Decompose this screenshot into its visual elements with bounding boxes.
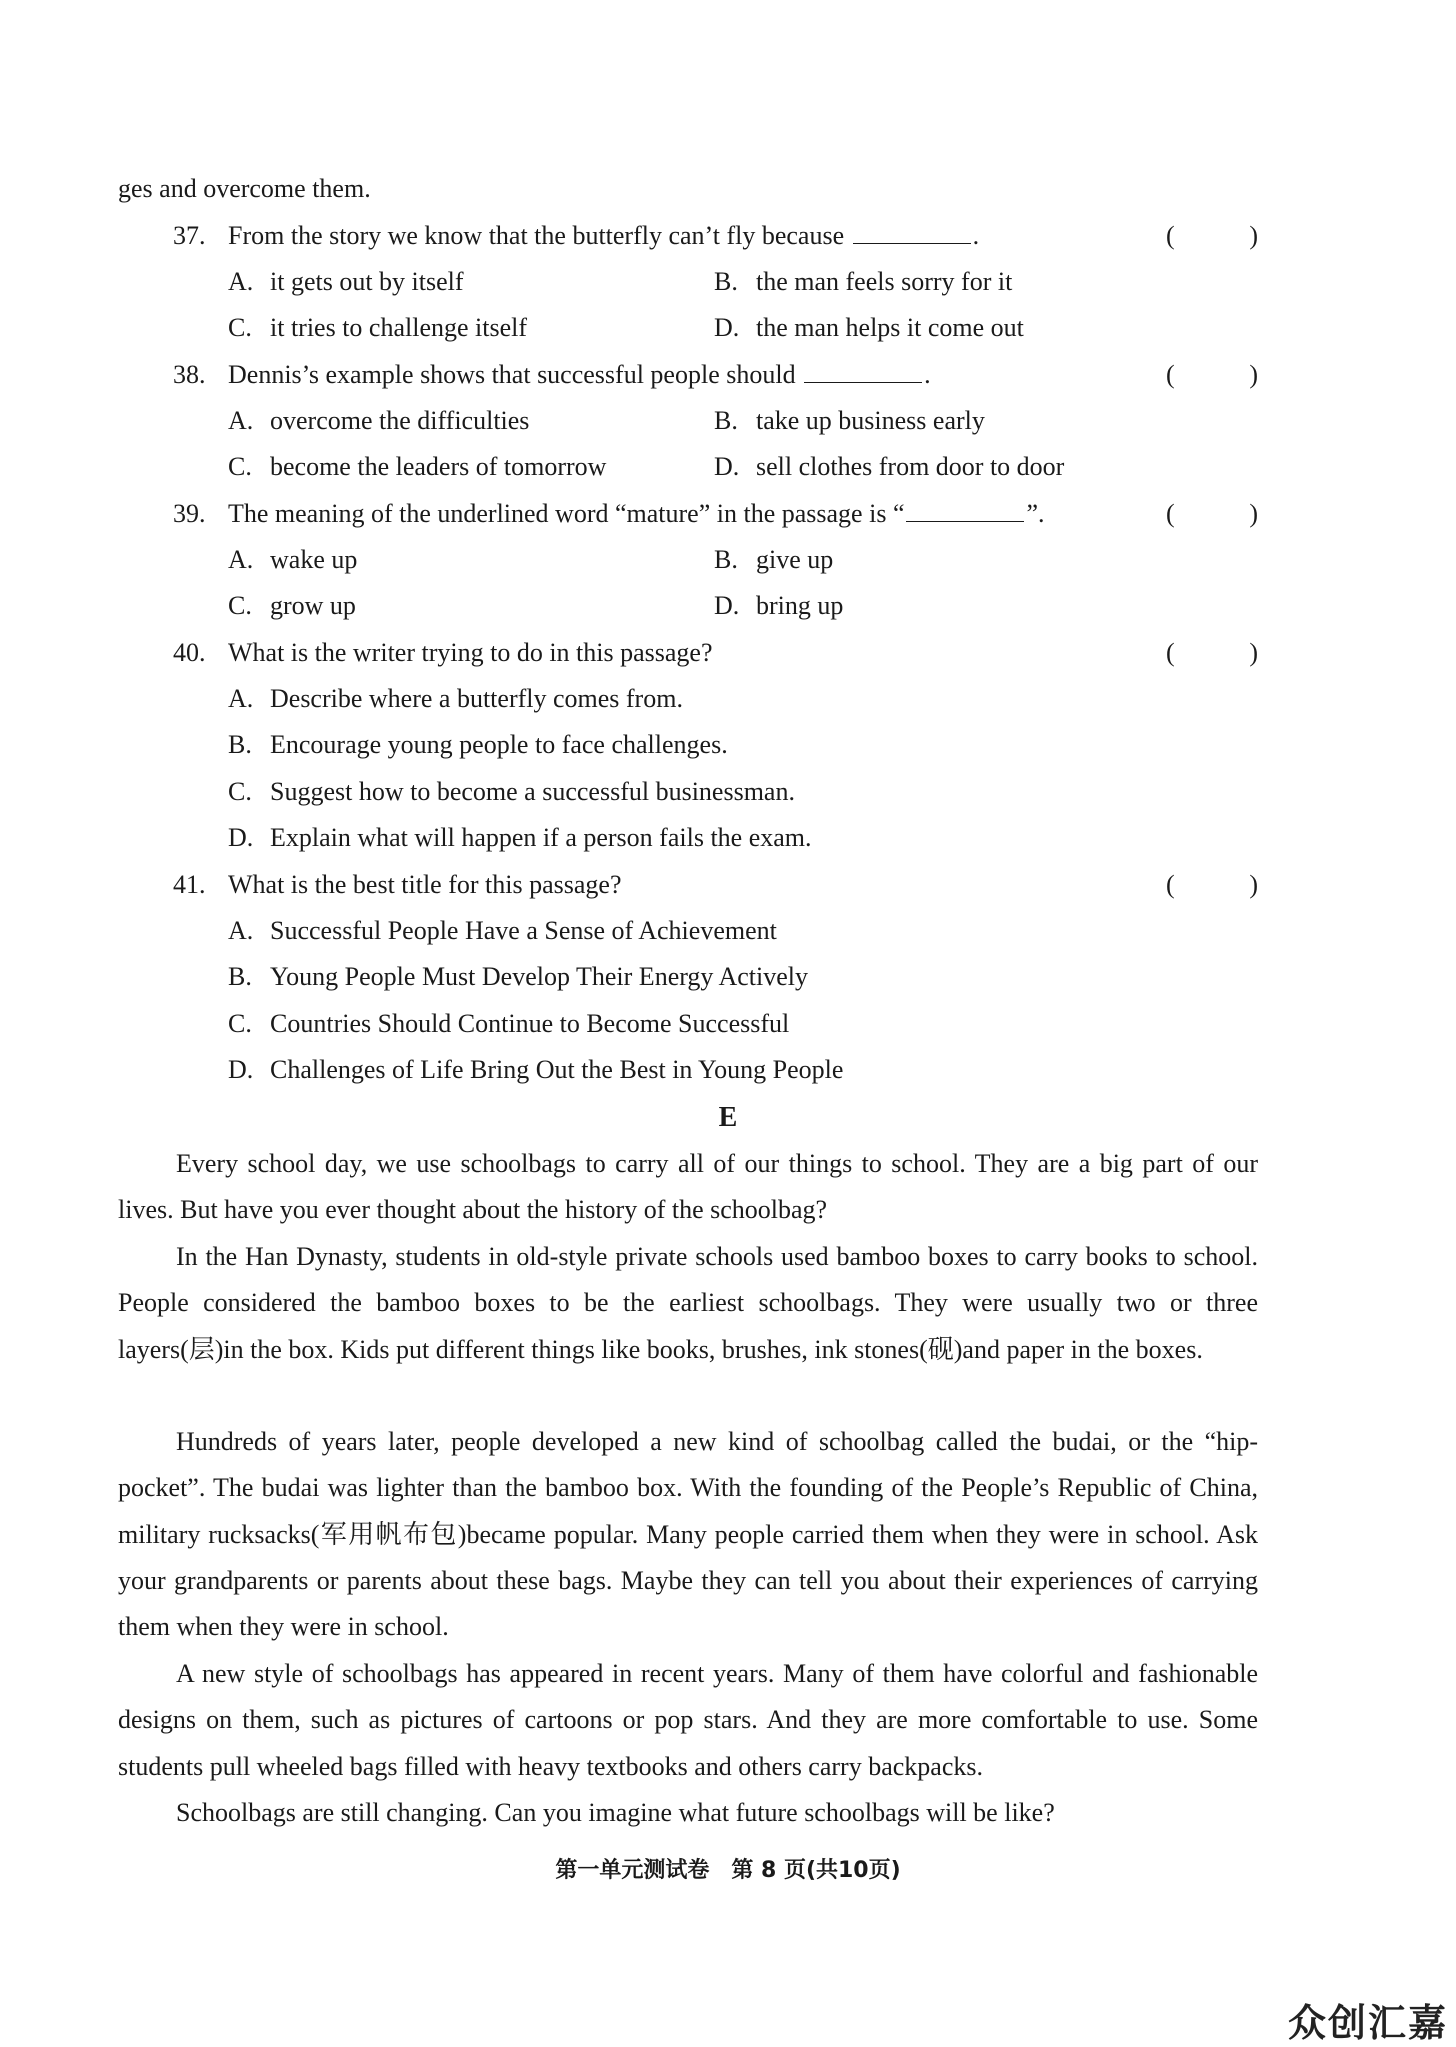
continuation-line <box>118 166 1258 212</box>
option-d: D. bring up <box>714 591 844 620</box>
option-c: C. Countries Should Continue to Become Successful <box>228 1009 790 1038</box>
question-stem: Dennis’s example shows that successful people should . <box>228 352 931 398</box>
options-row <box>118 583 1258 629</box>
option-row <box>118 1001 1258 1047</box>
question-40: 40. What is the writer trying to do in this passage? ( ) <box>118 630 1258 676</box>
option-row <box>118 1047 1258 1093</box>
answer-blank[interactable] <box>853 213 971 244</box>
question-number: 38. <box>173 360 206 389</box>
question-stem: What is the best title for this passage? <box>228 870 622 899</box>
option-c: C. it tries to challenge itself <box>228 313 528 342</box>
question-39: 39. The meaning of the underlined word “mature” in the passage is “ ”. ( ) <box>118 491 1258 537</box>
question-number: 41. <box>173 870 206 899</box>
option-b: B. take up business early <box>714 406 985 435</box>
question-41: 41. What is the best title for this passage? ( ) <box>118 862 1258 908</box>
option-d: D. the man helps it come out <box>714 313 1024 342</box>
option-row <box>118 908 1258 954</box>
option-row <box>118 676 1258 722</box>
continuation-text: ges and overcome them. <box>118 174 371 203</box>
option-c: C. Suggest how to become a successful businessman. <box>228 777 795 806</box>
watermark-logo: 众创汇嘉 <box>1287 2001 1448 2045</box>
option-d: D. Explain what will happen if a person fails the exam. <box>228 823 812 852</box>
question-number: 39. <box>173 499 206 528</box>
option-d: D. sell clothes from door to door <box>714 452 1065 481</box>
paragraph-5: Schoolbags are still changing. Can you imagine what future schoolbags will be like? <box>176 1798 1055 1827</box>
answer-blank[interactable] <box>804 352 922 383</box>
question-number: 37. <box>173 221 206 250</box>
option-c: C. grow up <box>228 591 356 620</box>
option-b: B. Encourage young people to face challenges. <box>228 730 728 759</box>
question-stem: The meaning of the underlined word “mature” in the passage is “ ”. <box>228 491 1045 537</box>
option-b: B. give up <box>714 545 834 574</box>
question-stem: From the story we know that the butterfly can’t fly because . <box>228 213 979 259</box>
option-b: B. Young People Must Develop Their Energy Actively <box>228 962 809 991</box>
options-row <box>118 259 1258 305</box>
option-c: C. become the leaders of tomorrow <box>228 452 607 481</box>
question-number: 40. <box>173 638 206 667</box>
paragraph-1: Every school day, we use schoolbags to carry all of our things to school. They are a big part of our lives. But have you ever thought about the history of the schoolbag? <box>118 1149 1258 1225</box>
page-footer: 第一单元测试卷 第 8 页(共10页) <box>555 1858 901 1883</box>
question-38: 38. Dennis’s example shows that successful people should . ( ) <box>118 352 1258 398</box>
paragraph-3: Hundreds of years later, people developed a new kind of schoolbag called the budai, or the “hip-pocket”. The budai was lighter than the bamboo box. With the founding of the People’s Republic of China, military rucksacks(军用帆布包)became popular. Many people carried them when they were in school. Ask your grandparents or parents about these bags. Maybe they can tell you about their experiences of carrying them when they were in school. <box>118 1427 1258 1642</box>
options-row <box>118 444 1258 490</box>
options-row <box>118 398 1258 444</box>
option-row <box>118 722 1258 768</box>
answer-blank[interactable] <box>906 491 1024 522</box>
question-37: 37. From the story we know that the butterfly can’t fly because . ( ) <box>118 213 1258 259</box>
paragraph-2: In the Han Dynasty, students in old-style private schools used bamboo boxes to carry books to school. People considered the bamboo boxes to be the earliest schoolbags. They were usually two or three layers(层)in the box. Kids put different things like books, brushes, ink stones(砚)and paper in the boxes. <box>118 1242 1258 1364</box>
option-a: A. wake up <box>228 545 358 574</box>
question-stem: What is the writer trying to do in this passage? <box>228 638 713 667</box>
options-row <box>118 305 1258 351</box>
paragraph-4: A new style of schoolbags has appeared in recent years. Many of them have colorful and fashionable designs on them, such as pictures of cartoons or pop stars. And they are more comfortable to use. Some students pull wheeled bags filled with heavy textbooks and others carry backpacks. <box>118 1659 1258 1781</box>
section-title: E <box>718 1102 738 1133</box>
options-row <box>118 537 1258 583</box>
option-d: D. Challenges of Life Bring Out the Best in Young People <box>228 1055 844 1084</box>
option-row <box>118 815 1258 861</box>
option-a: A. Describe where a butterfly comes from. <box>228 684 683 713</box>
option-b: B. the man feels sorry for it <box>714 267 1013 296</box>
option-row <box>118 769 1258 815</box>
option-row <box>118 954 1258 1000</box>
option-a: A. overcome the difficulties <box>228 406 530 435</box>
option-a: A. it gets out by itself <box>228 267 464 296</box>
option-a: A. Successful People Have a Sense of Achievement <box>228 916 777 945</box>
